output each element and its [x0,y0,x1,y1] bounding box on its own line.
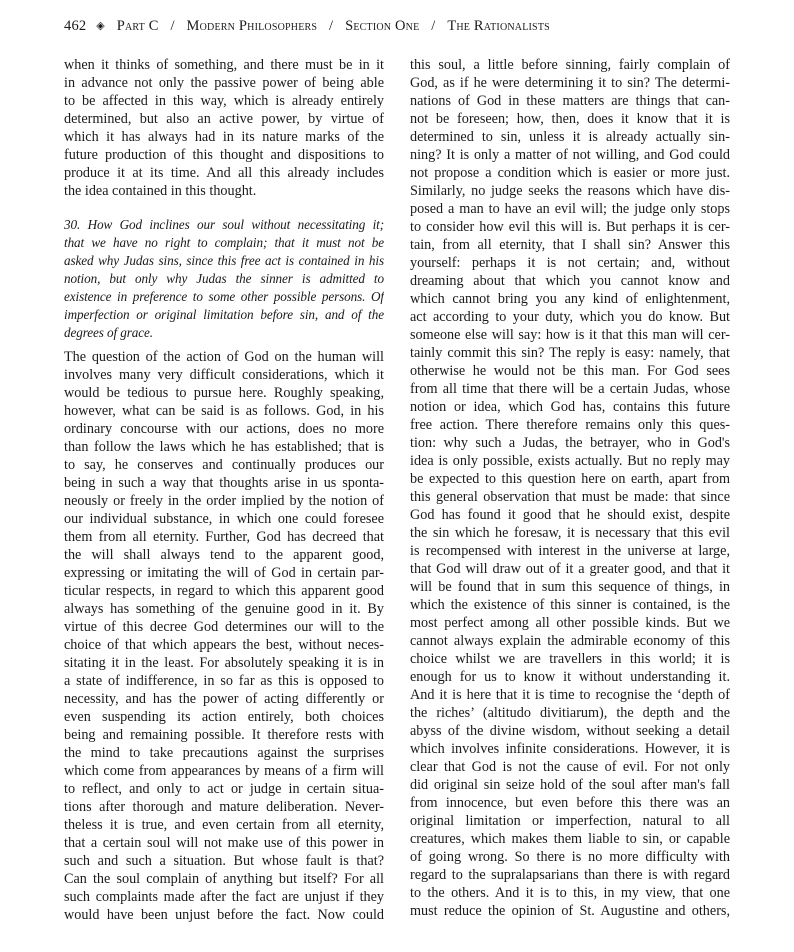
text-line: tainly commit this sin? The reply is easy: namely, that [410,345,730,361]
text-line: regard to the supralapsarians than there is with regard [410,867,730,883]
running-head-separator: / [431,18,436,34]
diamond-ornament-icon: ◈ [96,20,105,32]
body-paragraph [64,348,384,924]
text-line: future production of this thought and dispositions to [64,147,384,163]
text-line: which cannot bring you any kind of enlightenment, [410,291,730,307]
text-line: necessity, and has the power of acting differently or [64,691,384,707]
running-head-separator: / [329,18,334,34]
text-line: The question of the action of God on the human will [64,349,384,365]
heading-line: degrees of grace. [64,325,153,340]
text-line: notion or idea, which God has, contains this future [410,399,730,415]
text-line: that God will draw out of it a greater good, and that it [410,561,730,577]
text-line: tion: why such a Judas, the betrayer, who in God's [410,435,730,451]
text-line: not propose a condition which is easier or more just. [410,165,730,181]
text-line: this soul, a little before sinning, fairly complain of [410,57,730,73]
running-head [64,18,744,38]
text-line: would be tedious to pursue here. Roughly speaking, [64,385,384,401]
text-line: did original sin seize hold of the soul after man's fall [410,777,730,793]
page-number: 462 [64,18,87,34]
text-line: the sin which he foresaw, it is necessary that this evil [410,525,730,541]
text-line: Similarly, no judge seeks the reasons which have dis- [410,183,730,199]
text-line: the mind to take precautions against the surprises [64,745,384,761]
text-line: from all time that there will be a certain Judas, whose [410,381,730,397]
text-line: free action. There therefore remains only this ques- [410,417,730,433]
text-line: idea is only possible, exists actually. But no reply may [410,453,730,469]
section-heading [64,216,384,342]
text-line: original limitation or imperfection, natural to all [410,813,730,829]
text-line: to say, he conserves and continually produces our [64,457,384,473]
text-line: creatures, which makes them liable to sin, or capable [410,831,730,847]
intro-paragraph [64,56,384,200]
heading-line: existence in preference to some other possible persons. Of [64,289,384,304]
text-line: which the existence of this sinner is contained, is the [410,597,730,613]
text-line: of going wrong. So there is no more difficulty with [410,849,730,865]
heading-line: imperfection or original limitation before sin, and of the [64,307,384,322]
running-head-title: Modern Philosophers [186,18,318,34]
text-line: a state of indifference, in so far as this is opposed to [64,673,384,689]
text-line: choice whilst we are travellers in this world; it is [410,651,730,667]
text-line: ning? It is only a matter of not willing, and God could [410,147,730,163]
text-line: God has found it good that he should exist, despite [410,507,730,523]
text-line: nations of God in these matters are things that can- [410,93,730,109]
text-line: ordinary concourse with our actions, does no more [64,421,384,437]
text-line: sitating it in the least. For absolutely speaking it is in [64,655,384,671]
text-line: And it is here that it is time to recognise the ‘depth of [410,687,730,703]
text-line: clear that God is not the cause of evil. For not only [410,759,730,775]
running-head-section: Section One [345,18,420,34]
text-line: the idea contained in this thought. [64,183,257,199]
text-line: even suspending its action entirely, both choices [64,709,384,725]
text-line: to be affected in this way, which is already entirely [64,93,384,109]
text-line: this general observation that must be made: that since [410,489,730,505]
text-line: God, as if he were determining it to sin? The determi- [410,75,730,91]
text-line: must reduce the opinion of St. Augustine and others, [410,903,730,919]
body-paragraph [410,56,730,920]
text-line: dreaming about that which you cannot know and [410,273,730,289]
text-line: ticular respects, in regard to which this apparent good [64,583,384,599]
text-line: theless it is true, and even certain from all eternity, [64,817,384,833]
text-line: being and remaining possible. It therefore rests with [64,727,384,743]
text-line: be expected to this question here on earth, apart from [410,471,730,487]
text-line: that a certain soul will not make use of this power in [64,835,384,851]
running-head-separator: / [170,18,175,34]
text-line: would have been unjust before the fact. Now could [64,907,384,923]
text-line: abyss of the divine wisdom, without seeking a detail [410,723,730,739]
right-column [410,56,730,920]
text-line: someone else will say: how is it that this man will cer- [410,327,730,343]
text-line: will be found that in sum this sequence of things, in [410,579,730,595]
running-head-subtitle: The Rationalists [447,18,550,34]
text-line: such complaints made after the fact are unjust if they [64,889,384,905]
text-line: to the others. And it is to this, in my view, that one [410,885,730,901]
text-line: involves many very difficult considerations, which it [64,367,384,383]
text-line: them from all eternity. Further, God has decreed that [64,529,384,545]
text-line: which involves infinite considerations. However, it is [410,741,730,757]
text-line: most perfect among all other possible kinds. But we [410,615,730,631]
text-line: is recompensed with interest in the universe at large, [410,543,730,559]
left-column [64,56,384,924]
text-line: not be foreseen; how, then, does it know that it is [410,111,730,127]
text-line: tions after thorough and mature deliberation. Never- [64,799,384,815]
text-line: than follow the laws which he has established; that is [64,439,384,455]
text-line: from innocence, but even before this there was an [410,795,730,811]
text-line: which it has always had in its nature marks of the [64,129,384,145]
text-line: posed a man to have an evil will; the judge only stops [410,201,730,217]
running-head-part: Part C [116,18,159,34]
text-line: to consider how evil this will is. But perhaps it is cer- [410,219,730,235]
text-line: choice of that which appears the best, without neces- [64,637,384,653]
text-line: to reflect, and only to act or judge in certain situa- [64,781,384,797]
text-line: tain, from all eternity, that I shall sin? Answer this [410,237,730,253]
heading-line: notion, but only why Judas the sinner is admitted to [64,271,384,286]
text-line: such and such a situation. But whose fault is that? [64,853,384,869]
text-line: yourself: perhaps it is not certain; and, without [410,255,730,271]
heading-line: 30. How God inclines our soul without necessitating it; [64,217,384,232]
text-line: the riches’ (altitudo divitiarum), the depth and the [410,705,730,721]
text-line: neously or freely in the order implied by the notion of [64,493,384,509]
text-line: however, what can be said is as follows. God, in his [64,403,384,419]
text-line: expressing or imitating the will of God in certain par- [64,565,384,581]
text-line: enough for us to know it without understanding it. [410,669,730,685]
text-line: produce it at its time. And all this already includes [64,165,384,181]
text-line: Can the soul complain of anything but itself? For all [64,871,384,887]
text-line: otherwise he would not be this man. For God sees [410,363,730,379]
text-line: determined to sin, unless it is already actually sin- [410,129,730,145]
text-line: the will shall always tend to the apparent good, [64,547,384,563]
text-line: being in such a way that thoughts arise in us sponta- [64,475,384,491]
text-line: when it thinks of something, and there must be in it [64,57,384,73]
text-line: always has something of the genuine good in it. By [64,601,384,617]
heading-line: that we have no right to complain; that it must not be [64,235,384,250]
text-line: which come from appearances by means of a firm will [64,763,384,779]
text-line: virtue of this decree God determines our will to the [64,619,384,635]
heading-line: asked why Judas sins, since this free act is contained in his [64,253,384,268]
text-line: our individual substance, in which one could foresee [64,511,384,527]
text-line: in advance not only the passive power of being able [64,75,384,91]
text-line: determined, but also an active power, by virtue of [64,111,384,127]
text-line: cannot always explain the admirable economy of this [410,633,730,649]
text-line: act according to your duty, which you do know. But [410,309,730,325]
